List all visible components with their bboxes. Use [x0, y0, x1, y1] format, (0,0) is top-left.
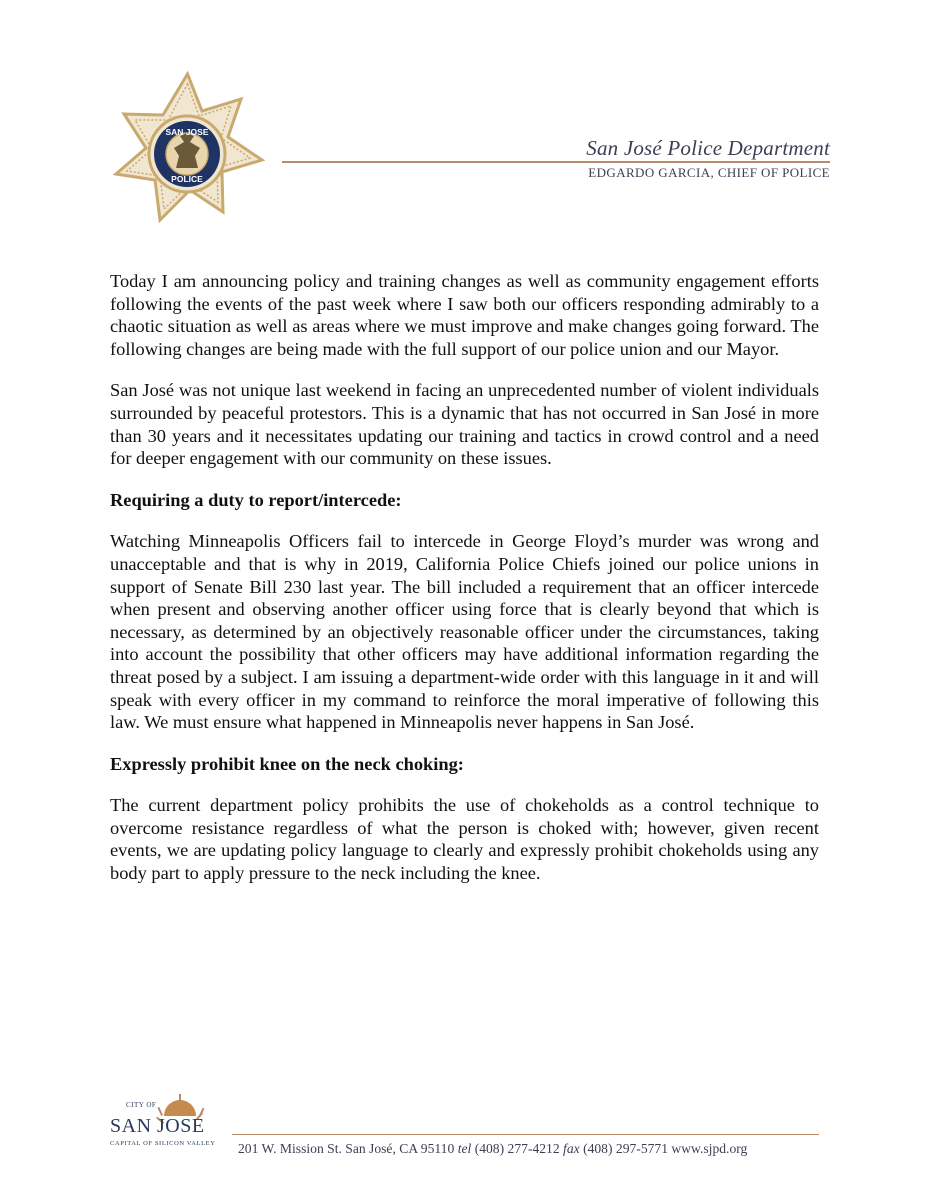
department-name: San José Police Department [586, 136, 830, 160]
intro-paragraph: Today I am announcing policy and training changes as well as community engagement efforts following the events of the past week where I saw both our officers responding admirably to a chaotic situation as well as areas where we must improve and make changes going forward. The following changes are being made with the full support of our police union and our Mayor. [110, 271, 819, 359]
badge-text-top: SAN JOSE [165, 127, 209, 137]
section-heading: Requiring a duty to report/intercede: [110, 489, 402, 510]
intro-paragraph: San José was not unique last weekend in facing an unprecedented number of violent individuals surrounded by peaceful protestors. This is a dynamic that has not occurred in San José in more than 30 years and it necessitates updating our training and tactics in crowd control and a need for deeper engagement with our community on these issues. [110, 380, 819, 469]
header-divider [282, 161, 830, 163]
letter-body [110, 270, 819, 904]
chief-name: EDGARDO GARCIA, CHIEF OF POLICE [588, 165, 830, 180]
fax-label: fax [563, 1141, 580, 1156]
badge-text-bottom: POLICE [171, 174, 203, 184]
police-star-badge-icon [110, 70, 265, 230]
section-heading: Expressly prohibit knee on the neck choking: [110, 753, 464, 774]
footer-fax: (408) 297-5771 [583, 1141, 669, 1156]
letterhead [586, 136, 830, 161]
city-of-label: CITY OF [126, 1101, 157, 1109]
city-tagline: CAPITAL OF SILICON VALLEY [110, 1140, 216, 1147]
tel-label: tel [457, 1141, 472, 1156]
footer-tel: (408) 277-4212 [474, 1141, 560, 1156]
section-paragraph: Watching Minneapolis Officers fail to intercede in George Floyd’s murder was wrong and unacceptable and that is why in 2019, California Police Chiefs joined our police unions in support of Senate Bill 230 last year. The bill included a requirement that an officer intercede when present and observing another officer using force that is clearly beyond that which is necessary, as determined by an objectively reasonable officer under the circumstances, taking into account the possibility that other officers may have additional information regarding the threat posed by a subject. I am issuing a department-wide order with this language in it and will speak with every officer in my command to reinforce the moral imperative of following this law. We must ensure what happened in Minneapolis never happens in San José. [110, 531, 819, 733]
footer-divider [232, 1134, 819, 1135]
footer-website[interactable]: www.sjpd.org [671, 1141, 748, 1156]
city-name-logo: SAN JOSE [110, 1115, 205, 1137]
section-paragraph: The current department policy prohibits the use of chokeholds as a control technique to overcome resistance regardless of what the person is choked with; however, given recent events, we are updating policy language to clearly and expressly prohibit chokeholds using any body part to apply pressure to the neck including the knee. [110, 795, 819, 884]
footer-contact [238, 1141, 747, 1157]
footer-address: 201 W. Mission St. San José, CA 95110 [238, 1141, 455, 1156]
